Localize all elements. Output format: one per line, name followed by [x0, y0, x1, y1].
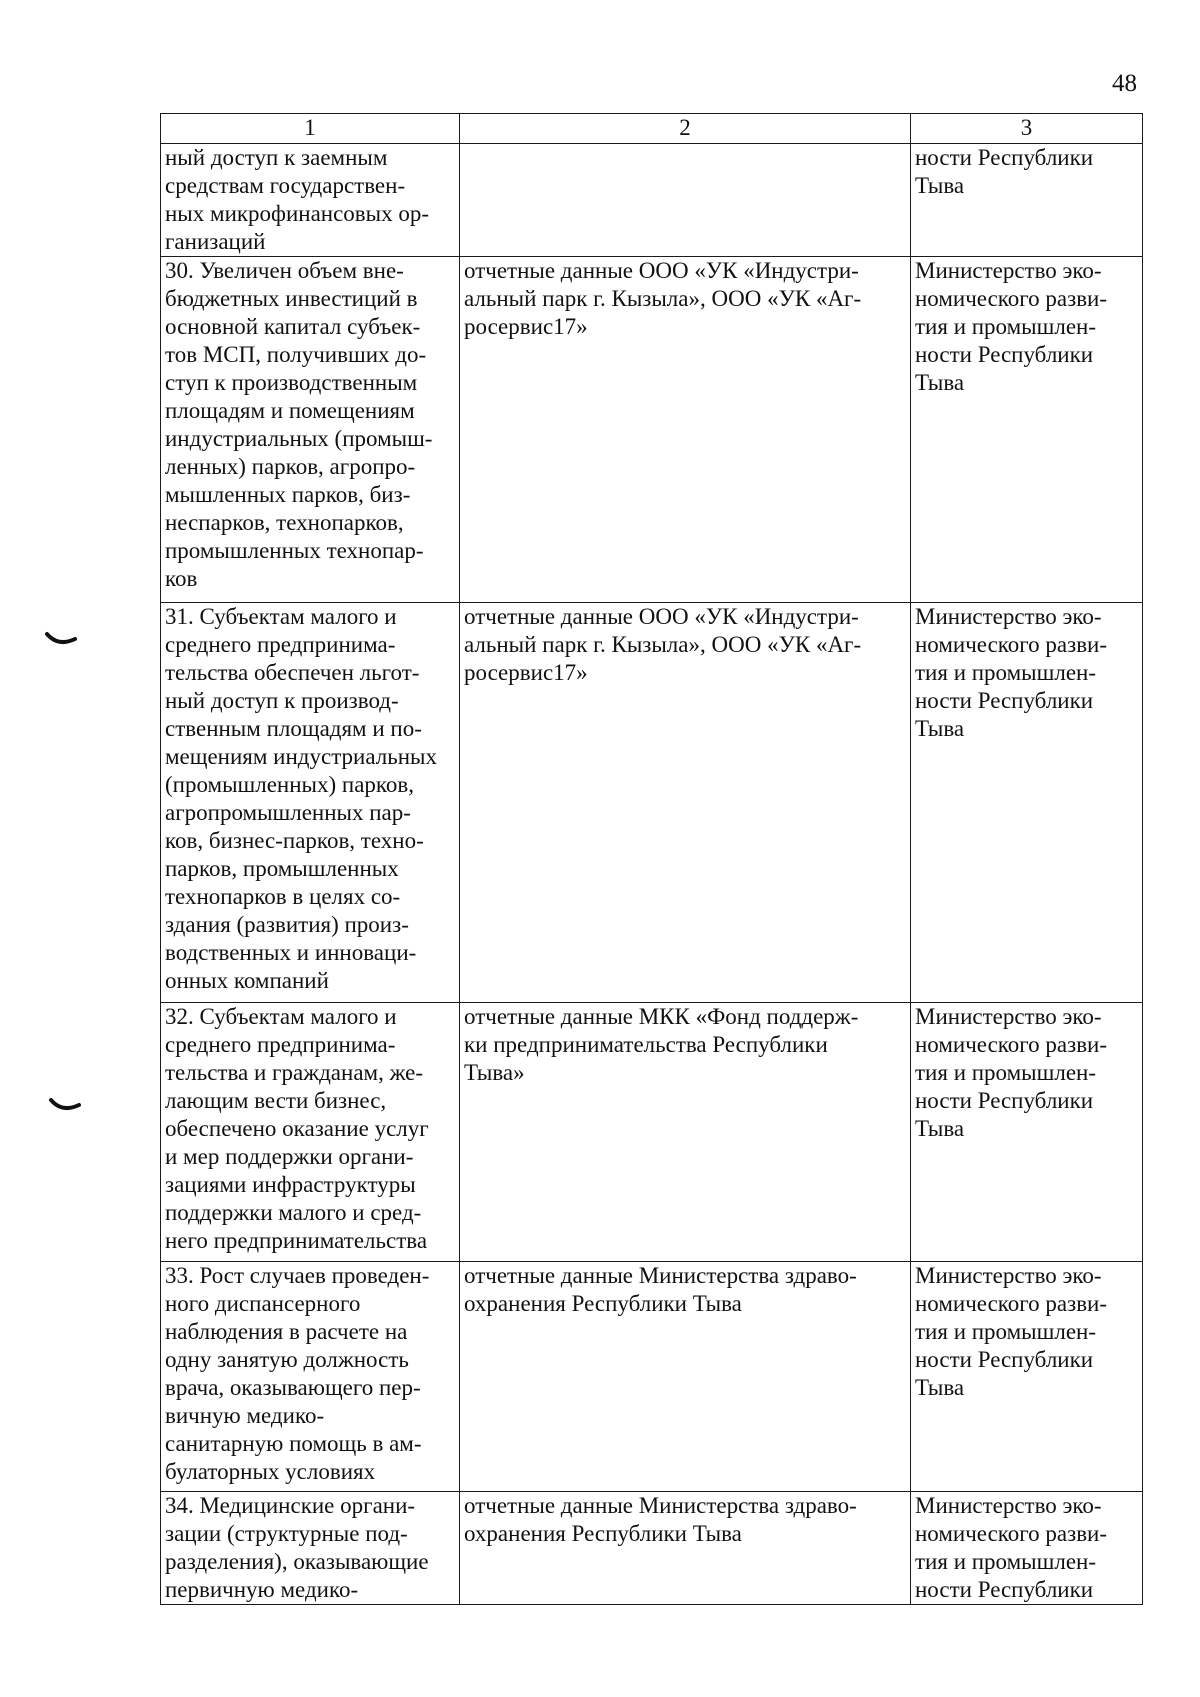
scan-binding-mark-bottom	[48, 1096, 82, 1118]
result-cell: ный доступ к заемным средствам государствен- ных микрофинансовых ор- ганизаций	[161, 144, 460, 257]
responsible-cell: Министерство эко- номического разви- тия и промышлен- ности Республики	[911, 1492, 1143, 1605]
responsible-cell: Министерство эко- номического разви- тия и промышлен- ности Республики Тыва	[911, 603, 1143, 1003]
table-row	[161, 1003, 1143, 1262]
column-header-1: 1	[161, 114, 460, 144]
result-cell: 30. Увеличен объем вне- бюджетных инвестиций в основной капитал субъек- тов МСП, получивших до- ступ к производственным площадям и помещениям индустриальных (промыш- ленных) парков, агропро- мышленных парков, биз- неспарков, технопарков, промышленных технопар- ков	[161, 257, 460, 603]
result-cell: 31. Субъектам малого и среднего предпринима- тельства обеспечен льгот- ный доступ к производ- ственным площадям и по- мещениям индустриальных (промышленных) парков, агропромышленных пар- ков, бизнес-парков, техно- парков, промышленных технопарков в целях со- здания (развития) произ- водственных и инноваци- онных компаний	[161, 603, 460, 1003]
source-cell: отчетные данные ООО «УК «Индустри- альный парк г. Кызыла», ООО «УК «Аг- росервис17»	[460, 603, 911, 1003]
table-row	[161, 144, 1143, 257]
page-number: 48	[1112, 70, 1137, 97]
source-cell: отчетные данные Министерства здраво- охранения Республики Тыва	[460, 1262, 911, 1492]
source-cell: отчетные данные ООО «УК «Индустри- альный парк г. Кызыла», ООО «УК «Аг- росервис17»	[460, 257, 911, 603]
source-cell: отчетные данные МКК «Фонд поддерж- ки предпринимательства Республики Тыва»	[460, 1003, 911, 1262]
table-row	[161, 1492, 1143, 1605]
responsible-cell: Министерство эко- номического разви- тия и промышлен- ности Республики Тыва	[911, 257, 1143, 603]
column-header-3: 3	[911, 114, 1143, 144]
result-cell: 34. Медицинские органи- зации (структурные под- разделения), оказывающие первичную медико-	[161, 1492, 460, 1605]
source-cell: отчетные данные Министерства здраво- охранения Республики Тыва	[460, 1492, 911, 1605]
result-cell: 32. Субъектам малого и среднего предпринима- тельства и гражданам, же- лающим вести бизнес, обеспечено оказание услуг и мер поддержки органи- зациями инфраструктуры поддержки малого и сред- него предпринимательства	[161, 1003, 460, 1262]
column-header-2: 2	[460, 114, 911, 144]
source-cell	[460, 144, 911, 257]
table-row	[161, 603, 1143, 1003]
indicator-table	[160, 113, 1143, 1605]
table-row	[161, 1262, 1143, 1492]
table-header-row	[161, 114, 1143, 144]
responsible-cell: Министерство эко- номического разви- тия и промышлен- ности Республики Тыва	[911, 1003, 1143, 1262]
responsible-cell: ности Республики Тыва	[911, 144, 1143, 257]
responsible-cell: Министерство эко- номического разви- тия и промышлен- ности Республики Тыва	[911, 1262, 1143, 1492]
result-cell: 33. Рост случаев проведен- ного диспансерного наблюдения в расчете на одну занятую должность врача, оказывающего пер- вичную медико- санитарную помощь в ам- булаторных условиях	[161, 1262, 460, 1492]
table-row	[161, 257, 1143, 603]
scan-binding-mark-top	[44, 630, 78, 652]
